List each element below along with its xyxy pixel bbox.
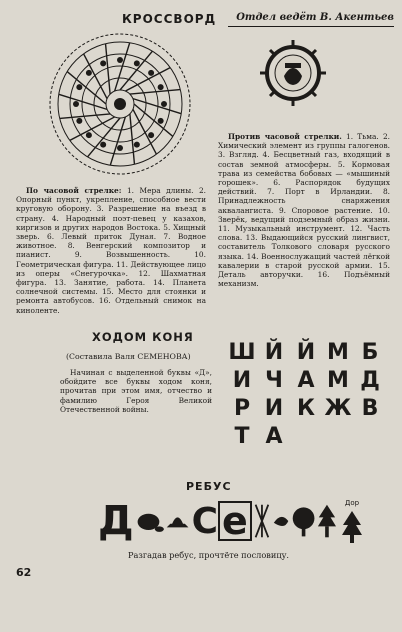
grid-letter: К	[297, 396, 315, 421]
grid-letter: Б	[361, 340, 379, 365]
rebus-corner-group	[337, 499, 364, 543]
crossword-cell	[161, 101, 167, 107]
down-clues: 1. Тьма. 2. Химический элемент из группы галогенов. 3. Взгляд. 4. Бесцветный газ, входящий в состав земной атмосферы. 5. Кормовая трава из семейства бобовых — «мышиный горошек». 6. Распорядок будущих действий. 7. Порт в Ирландии. 8. Принадлежность снаряжения аквалангиста. 9. Споровое растение. 10. Зверёк, ведущий подземный образ жизни. 11. Музыкальный инструмент. 12. Часть слова. 13. Выдающийся русский лингвист, составитель Толкового словаря русского языка. 14. Военнослужащий частей лёгкой кавалерии в старой русской армии. 15. Деталь авторучки. 16. Подъёмный механизм.	[218, 132, 390, 289]
bundle-icon	[252, 501, 272, 541]
grid-letter: В	[361, 396, 379, 421]
page-number: 62	[16, 566, 32, 579]
rebus-corner-label: Дор	[344, 499, 360, 507]
grid-letter: М	[327, 340, 349, 365]
clues-left-column	[16, 186, 206, 315]
section-title-crossword: КРОССВОРД	[122, 12, 217, 26]
crossword-cell	[86, 70, 92, 76]
crossword-cell	[158, 118, 164, 124]
crossword-cell	[73, 101, 79, 107]
editor-emblem	[258, 38, 328, 108]
grid-letter: А	[297, 368, 315, 393]
grid-letter: Т	[234, 424, 250, 449]
bird-icon	[272, 509, 290, 533]
crossword-cell	[134, 142, 140, 148]
grid-letter: Й	[264, 340, 284, 365]
knight-puzzle-text: Начиная с выделенной буквы «Д», обойдите все буквы ходом коня, прочитав при этом имя, отчество и фамилию Героя Великой Отечественной войны.	[60, 368, 212, 414]
crossword-cell	[117, 145, 123, 151]
knight-puzzle-title: ХОДОМ КОНЯ	[92, 330, 194, 344]
crossword-cell	[148, 70, 154, 76]
grid-letter: Д	[360, 368, 380, 393]
tree-icon	[317, 501, 337, 541]
grid-letter: Й	[296, 340, 316, 365]
rebus-letter-s: С	[191, 500, 218, 542]
crossword-cell	[100, 142, 106, 148]
rebus-caption: Разгадав ребус, прочтёте пословицу.	[128, 550, 290, 560]
rebus-letter-d: Д	[98, 498, 134, 544]
crossword-cell	[134, 60, 140, 66]
clues-right-column	[218, 132, 390, 288]
rebus-pictures	[98, 496, 364, 546]
crossword-cell	[158, 84, 164, 90]
header-rule	[228, 26, 394, 27]
crossword-wheel	[44, 28, 196, 180]
tree-icon	[341, 509, 363, 543]
grid-letter: Р	[233, 396, 251, 421]
crossword-cell	[117, 57, 123, 63]
crossword-cell	[86, 132, 92, 138]
grid-letter: Ж	[324, 396, 352, 421]
rebus-title: РЕБУС	[186, 480, 232, 493]
beaver-icon	[134, 504, 165, 538]
editor-credit: Отдел ведёт В. Акентьев	[236, 12, 394, 23]
down-title: Против часовой стрелки.	[228, 132, 342, 141]
grid-letter: А	[265, 424, 283, 449]
grid-letter: И	[232, 368, 252, 393]
rebus-letter-e: е	[218, 501, 252, 541]
hat-icon	[164, 508, 191, 534]
crossword-cell	[76, 84, 82, 90]
crossword-cell	[100, 60, 106, 66]
crossword-cell	[148, 132, 154, 138]
shrub-icon	[290, 504, 317, 538]
grid-letter: И	[264, 396, 284, 421]
across-clues: 1. Мера длины. 2. Опорный пункт, укрепление, способное вести круговую оборону. 3. Разрешение на въезд в страну. 4. Народный поэт-певец у казахов, киргизов и других народов Востока. 5. Хищный зверь. 6. Левый приток Дуная. 7. Водное животное. 8. Венгерский композитор и пианист. 9. Возвышенность. 10. Геометрическая фигура. 11. Действующее лицо из оперы «Снегурочка». 12. Шахматная фигура. 13. Занятие, работа. 14. Планета солнечной системы. 15. Место для стоянки и ремонта автобусов. 16. Отдельный снимок на киноленте.	[16, 186, 206, 315]
knight-puzzle-compiler: (Составила Валя СЕМЕНОВА)	[66, 352, 191, 361]
grid-letter: Ш	[228, 340, 256, 365]
grid-letter: Ч	[265, 368, 283, 393]
knight-puzzle-grid	[226, 340, 386, 450]
crossword-cell	[76, 118, 82, 124]
grid-letter: М	[327, 368, 349, 393]
across-title: По часовой стрелке:	[26, 186, 122, 195]
